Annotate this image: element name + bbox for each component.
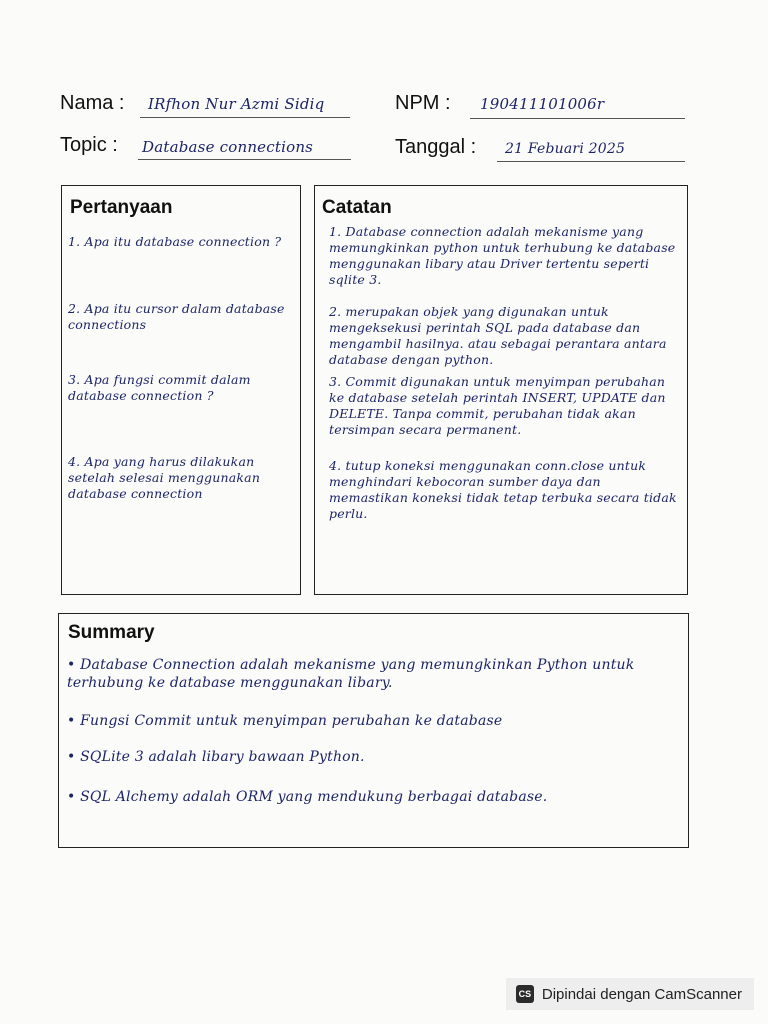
tanggal-label: Tanggal :: [395, 136, 477, 158]
pertanyaan-item-1: 1. Apa itu database connection ?: [68, 234, 282, 249]
pertanyaan-box: [61, 185, 301, 595]
summary-item-2: • Fungsi Commit untuk menyimpan perubahan ke database: [67, 713, 503, 729]
camscanner-logo-icon: CS: [516, 985, 534, 1003]
npm-label: NPM :: [395, 92, 451, 114]
catatan-title: Catatan: [322, 197, 392, 218]
catatan-box: [314, 185, 688, 595]
pertanyaan-title: Pertanyaan: [70, 197, 173, 218]
catatan-item-4: 4. tutup koneksi menggunakan conn.close untuk menghindari kebocoran sumber daya dan memastikan koneksi tidak tetap terbuka secara tidak perlu.: [329, 458, 677, 521]
catatan-item-1: 1. Database connection adalah mekanisme yang memungkinkan python untuk terhubung ke database menggunakan libary atau Driver tertentu seperti sqlite 3.: [329, 224, 676, 287]
summary-box: [58, 613, 689, 848]
npm-underline: [470, 118, 685, 119]
npm-value: 190411101006r: [480, 95, 605, 113]
nama-value: IRfhon Nur Azmi Sidiq: [148, 95, 325, 113]
pertanyaan-item-2: 2. Apa itu cursor dalam database connections: [68, 301, 285, 332]
pertanyaan-item-3: 3. Apa fungsi commit dalam database connection ?: [68, 372, 251, 403]
summary-item-4: • SQL Alchemy adalah ORM yang mendukung berbagai database.: [67, 789, 548, 805]
nama-label: Nama :: [60, 92, 125, 114]
topic-label: Topic :: [60, 134, 118, 156]
summary-title: Summary: [68, 622, 155, 643]
camscanner-text: Dipindai dengan CamScanner: [541, 985, 742, 1003]
tanggal-underline: [497, 161, 685, 162]
topic-underline: [138, 159, 351, 160]
summary-item-1: • Database Connection adalah mekanisme yang memungkinkan Python untuk terhubung ke database menggunakan libary.: [67, 657, 635, 691]
pertanyaan-item-4: 4. Apa yang harus dilakukan setelah selesai menggunakan database connection: [68, 454, 261, 501]
nama-underline: [140, 117, 350, 118]
catatan-item-3: 3. Commit digunakan untuk menyimpan perubahan ke database setelah perintah INSERT, UPDATE dan DELETE. Tanpa commit, perubahan tidak akan tersimpan secara permanent.: [329, 374, 666, 437]
tanggal-value: 21 Febuari 2025: [505, 141, 626, 157]
catatan-item-2: 2. merupakan objek yang digunakan untuk mengeksekusi perintah SQL pada database dan mengambil hasilnya. atau sebagai perantara antara database dengan python.: [329, 304, 667, 367]
summary-item-3: • SQLite 3 adalah libary bawaan Python.: [67, 749, 365, 765]
camscanner-watermark: [506, 978, 754, 1010]
topic-value: Database connections: [142, 138, 314, 156]
